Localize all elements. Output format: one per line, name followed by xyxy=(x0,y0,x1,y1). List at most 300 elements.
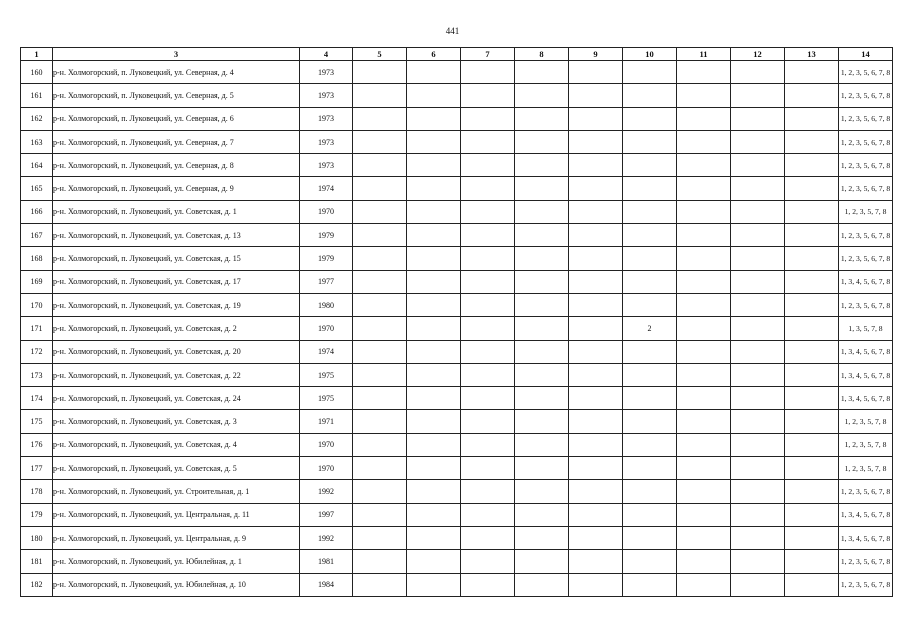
col-13-cell xyxy=(785,363,839,386)
col-13-cell xyxy=(785,550,839,573)
col-11-cell xyxy=(677,387,731,410)
row-number-cell: 179 xyxy=(21,503,53,526)
col-11-cell xyxy=(677,270,731,293)
table-row xyxy=(21,387,893,410)
year-cell: 1973 xyxy=(300,84,353,107)
col-7-cell xyxy=(461,130,515,153)
col-14-cell: 1, 2, 3, 5, 6, 7, 8 xyxy=(839,573,893,596)
col-9-cell xyxy=(569,526,623,549)
column-header: 6 xyxy=(407,48,461,61)
col-8-cell xyxy=(515,363,569,386)
col-9-cell xyxy=(569,457,623,480)
col-7-cell xyxy=(461,107,515,130)
table-body xyxy=(21,61,893,597)
col-5-cell xyxy=(353,550,407,573)
col-10-cell xyxy=(623,340,677,363)
address-cell: р-н. Холмогорский, п. Луковецкий, ул. Северная, д. 4 xyxy=(53,61,300,84)
year-cell: 1970 xyxy=(300,457,353,480)
row-number-cell: 165 xyxy=(21,177,53,200)
col-14-cell: 1, 3, 4, 5, 6, 7, 8 xyxy=(839,270,893,293)
col-5-cell xyxy=(353,130,407,153)
year-cell: 1973 xyxy=(300,130,353,153)
col-8-cell xyxy=(515,130,569,153)
col-12-cell xyxy=(731,177,785,200)
col-10-cell: 2 xyxy=(623,317,677,340)
address-cell: р-н. Холмогорский, п. Луковецкий, ул. Советская, д. 5 xyxy=(53,457,300,480)
col-11-cell xyxy=(677,317,731,340)
address-cell: р-н. Холмогорский, п. Луковецкий, ул. Северная, д. 6 xyxy=(53,107,300,130)
col-8-cell xyxy=(515,503,569,526)
col-6-cell xyxy=(407,293,461,316)
col-12-cell xyxy=(731,270,785,293)
col-9-cell xyxy=(569,317,623,340)
col-9-cell xyxy=(569,293,623,316)
col-11-cell xyxy=(677,457,731,480)
address-cell: р-н. Холмогорский, п. Луковецкий, ул. Советская, д. 2 xyxy=(53,317,300,340)
col-14-cell: 1, 2, 3, 5, 6, 7, 8 xyxy=(839,61,893,84)
col-12-cell xyxy=(731,130,785,153)
col-9-cell xyxy=(569,503,623,526)
col-5-cell xyxy=(353,317,407,340)
row-number-cell: 170 xyxy=(21,293,53,316)
row-number-cell: 169 xyxy=(21,270,53,293)
col-14-cell: 1, 2, 3, 5, 6, 7, 8 xyxy=(839,84,893,107)
year-cell: 1975 xyxy=(300,387,353,410)
col-12-cell xyxy=(731,247,785,270)
column-header: 12 xyxy=(731,48,785,61)
col-6-cell xyxy=(407,480,461,503)
col-13-cell xyxy=(785,317,839,340)
col-13-cell xyxy=(785,200,839,223)
year-cell: 1973 xyxy=(300,154,353,177)
table-row xyxy=(21,526,893,549)
col-12-cell xyxy=(731,550,785,573)
col-12-cell xyxy=(731,433,785,456)
col-12-cell xyxy=(731,340,785,363)
col-13-cell xyxy=(785,247,839,270)
col-8-cell xyxy=(515,270,569,293)
col-13-cell xyxy=(785,107,839,130)
col-6-cell xyxy=(407,387,461,410)
col-8-cell xyxy=(515,550,569,573)
table-row xyxy=(21,61,893,84)
col-10-cell xyxy=(623,503,677,526)
row-number-cell: 178 xyxy=(21,480,53,503)
address-cell: р-н. Холмогорский, п. Луковецкий, ул. Северная, д. 7 xyxy=(53,130,300,153)
col-7-cell xyxy=(461,550,515,573)
col-6-cell xyxy=(407,200,461,223)
col-9-cell xyxy=(569,387,623,410)
address-cell: р-н. Холмогорский, п. Луковецкий, ул. Советская, д. 17 xyxy=(53,270,300,293)
col-11-cell xyxy=(677,363,731,386)
table-row xyxy=(21,317,893,340)
col-5-cell xyxy=(353,457,407,480)
col-5-cell xyxy=(353,270,407,293)
col-9-cell xyxy=(569,154,623,177)
col-9-cell xyxy=(569,200,623,223)
col-5-cell xyxy=(353,107,407,130)
address-cell: р-н. Холмогорский, п. Луковецкий, ул. Юбилейная, д. 10 xyxy=(53,573,300,596)
col-6-cell xyxy=(407,433,461,456)
col-10-cell xyxy=(623,573,677,596)
col-7-cell xyxy=(461,270,515,293)
table-row xyxy=(21,84,893,107)
col-13-cell xyxy=(785,154,839,177)
table-row xyxy=(21,573,893,596)
col-12-cell xyxy=(731,410,785,433)
row-number-cell: 161 xyxy=(21,84,53,107)
address-cell: р-н. Холмогорский, п. Луковецкий, ул. Советская, д. 19 xyxy=(53,293,300,316)
column-header: 4 xyxy=(300,48,353,61)
header-row xyxy=(21,48,893,61)
col-10-cell xyxy=(623,410,677,433)
col-5-cell xyxy=(353,526,407,549)
col-14-cell: 1, 2, 3, 5, 7, 8 xyxy=(839,433,893,456)
col-9-cell xyxy=(569,433,623,456)
col-8-cell xyxy=(515,200,569,223)
year-cell: 1973 xyxy=(300,61,353,84)
year-cell: 1980 xyxy=(300,293,353,316)
col-6-cell xyxy=(407,573,461,596)
col-9-cell xyxy=(569,107,623,130)
col-14-cell: 1, 2, 3, 5, 6, 7, 8 xyxy=(839,154,893,177)
column-header: 14 xyxy=(839,48,893,61)
address-cell: р-н. Холмогорский, п. Луковецкий, ул. Советская, д. 24 xyxy=(53,387,300,410)
col-7-cell xyxy=(461,154,515,177)
table-row xyxy=(21,130,893,153)
table-row xyxy=(21,550,893,573)
col-10-cell xyxy=(623,550,677,573)
column-header: 1 xyxy=(21,48,53,61)
col-8-cell xyxy=(515,247,569,270)
col-10-cell xyxy=(623,270,677,293)
col-14-cell: 1, 3, 4, 5, 6, 7, 8 xyxy=(839,363,893,386)
col-7-cell xyxy=(461,293,515,316)
col-5-cell xyxy=(353,224,407,247)
col-9-cell xyxy=(569,177,623,200)
col-9-cell xyxy=(569,270,623,293)
col-9-cell xyxy=(569,247,623,270)
col-13-cell xyxy=(785,457,839,480)
column-header: 5 xyxy=(353,48,407,61)
col-12-cell xyxy=(731,526,785,549)
col-6-cell xyxy=(407,270,461,293)
col-14-cell: 1, 2, 3, 5, 6, 7, 8 xyxy=(839,480,893,503)
table-row xyxy=(21,270,893,293)
col-13-cell xyxy=(785,433,839,456)
col-9-cell xyxy=(569,224,623,247)
col-5-cell xyxy=(353,340,407,363)
address-cell: р-н. Холмогорский, п. Луковецкий, ул. Советская, д. 13 xyxy=(53,224,300,247)
col-12-cell xyxy=(731,200,785,223)
col-6-cell xyxy=(407,457,461,480)
address-cell: р-н. Холмогорский, п. Луковецкий, ул. Северная, д. 5 xyxy=(53,84,300,107)
col-6-cell xyxy=(407,503,461,526)
table-row xyxy=(21,457,893,480)
year-cell: 1975 xyxy=(300,363,353,386)
col-7-cell xyxy=(461,410,515,433)
col-13-cell xyxy=(785,387,839,410)
col-12-cell xyxy=(731,317,785,340)
col-14-cell: 1, 3, 4, 5, 6, 7, 8 xyxy=(839,387,893,410)
col-14-cell: 1, 2, 3, 5, 6, 7, 8 xyxy=(839,130,893,153)
address-cell: р-н. Холмогорский, п. Луковецкий, ул. Северная, д. 8 xyxy=(53,154,300,177)
col-6-cell xyxy=(407,550,461,573)
row-number-cell: 175 xyxy=(21,410,53,433)
col-9-cell xyxy=(569,550,623,573)
col-11-cell xyxy=(677,107,731,130)
col-6-cell xyxy=(407,154,461,177)
year-cell: 1979 xyxy=(300,224,353,247)
col-7-cell xyxy=(461,200,515,223)
col-6-cell xyxy=(407,247,461,270)
col-5-cell xyxy=(353,503,407,526)
col-12-cell xyxy=(731,224,785,247)
col-11-cell xyxy=(677,130,731,153)
col-9-cell xyxy=(569,410,623,433)
address-cell: р-н. Холмогорский, п. Луковецкий, ул. Советская, д. 1 xyxy=(53,200,300,223)
col-13-cell xyxy=(785,526,839,549)
col-11-cell xyxy=(677,61,731,84)
year-cell: 1997 xyxy=(300,503,353,526)
table-row xyxy=(21,363,893,386)
col-11-cell xyxy=(677,84,731,107)
col-7-cell xyxy=(461,387,515,410)
col-8-cell xyxy=(515,107,569,130)
col-10-cell xyxy=(623,457,677,480)
col-14-cell: 1, 2, 3, 5, 6, 7, 8 xyxy=(839,224,893,247)
col-5-cell xyxy=(353,200,407,223)
table-row xyxy=(21,224,893,247)
col-9-cell xyxy=(569,84,623,107)
col-13-cell xyxy=(785,410,839,433)
col-9-cell xyxy=(569,363,623,386)
year-cell: 1973 xyxy=(300,107,353,130)
col-10-cell xyxy=(623,61,677,84)
address-cell: р-н. Холмогорский, п. Луковецкий, ул. Советская, д. 22 xyxy=(53,363,300,386)
col-10-cell xyxy=(623,130,677,153)
col-8-cell xyxy=(515,317,569,340)
address-cell: р-н. Холмогорский, п. Луковецкий, ул. Советская, д. 3 xyxy=(53,410,300,433)
address-cell: р-н. Холмогорский, п. Луковецкий, ул. Советская, д. 20 xyxy=(53,340,300,363)
col-5-cell xyxy=(353,247,407,270)
col-10-cell xyxy=(623,84,677,107)
col-10-cell xyxy=(623,387,677,410)
col-7-cell xyxy=(461,340,515,363)
col-5-cell xyxy=(353,480,407,503)
year-cell: 1992 xyxy=(300,526,353,549)
col-7-cell xyxy=(461,433,515,456)
year-cell: 1979 xyxy=(300,247,353,270)
col-5-cell xyxy=(353,387,407,410)
address-cell: р-н. Холмогорский, п. Луковецкий, ул. Центральная, д. 11 xyxy=(53,503,300,526)
col-10-cell xyxy=(623,433,677,456)
col-14-cell: 1, 2, 3, 5, 6, 7, 8 xyxy=(839,177,893,200)
column-header: 13 xyxy=(785,48,839,61)
row-number-cell: 180 xyxy=(21,526,53,549)
row-number-cell: 173 xyxy=(21,363,53,386)
col-14-cell: 1, 3, 4, 5, 6, 7, 8 xyxy=(839,503,893,526)
col-6-cell xyxy=(407,107,461,130)
table-row xyxy=(21,410,893,433)
col-5-cell xyxy=(353,154,407,177)
col-9-cell xyxy=(569,573,623,596)
col-10-cell xyxy=(623,107,677,130)
year-cell: 1981 xyxy=(300,550,353,573)
col-7-cell xyxy=(461,247,515,270)
col-13-cell xyxy=(785,480,839,503)
col-10-cell xyxy=(623,293,677,316)
col-8-cell xyxy=(515,177,569,200)
col-8-cell xyxy=(515,387,569,410)
col-12-cell xyxy=(731,107,785,130)
col-11-cell xyxy=(677,177,731,200)
col-10-cell xyxy=(623,154,677,177)
col-11-cell xyxy=(677,573,731,596)
column-header: 11 xyxy=(677,48,731,61)
col-12-cell xyxy=(731,503,785,526)
row-number-cell: 182 xyxy=(21,573,53,596)
col-6-cell xyxy=(407,84,461,107)
row-number-cell: 171 xyxy=(21,317,53,340)
col-5-cell xyxy=(353,177,407,200)
col-6-cell xyxy=(407,317,461,340)
col-7-cell xyxy=(461,526,515,549)
row-number-cell: 181 xyxy=(21,550,53,573)
col-5-cell xyxy=(353,293,407,316)
registry-table xyxy=(20,47,893,597)
col-13-cell xyxy=(785,61,839,84)
table-row xyxy=(21,107,893,130)
col-8-cell xyxy=(515,61,569,84)
col-14-cell: 1, 2, 3, 5, 7, 8 xyxy=(839,200,893,223)
col-14-cell: 1, 2, 3, 5, 6, 7, 8 xyxy=(839,293,893,316)
col-11-cell xyxy=(677,410,731,433)
col-10-cell xyxy=(623,363,677,386)
col-11-cell xyxy=(677,224,731,247)
col-11-cell xyxy=(677,433,731,456)
col-5-cell xyxy=(353,84,407,107)
col-5-cell xyxy=(353,410,407,433)
col-8-cell xyxy=(515,224,569,247)
col-7-cell xyxy=(461,224,515,247)
col-11-cell xyxy=(677,200,731,223)
year-cell: 1970 xyxy=(300,200,353,223)
col-6-cell xyxy=(407,130,461,153)
row-number-cell: 177 xyxy=(21,457,53,480)
table-row xyxy=(21,177,893,200)
col-7-cell xyxy=(461,84,515,107)
address-cell: р-н. Холмогорский, п. Луковецкий, ул. Строительная, д. 1 xyxy=(53,480,300,503)
address-cell: р-н. Холмогорский, п. Луковецкий, ул. Центральная, д. 9 xyxy=(53,526,300,549)
col-12-cell xyxy=(731,363,785,386)
col-13-cell xyxy=(785,340,839,363)
column-header: 10 xyxy=(623,48,677,61)
col-10-cell xyxy=(623,177,677,200)
col-14-cell: 1, 2, 3, 5, 6, 7, 8 xyxy=(839,550,893,573)
table-row xyxy=(21,200,893,223)
col-8-cell xyxy=(515,410,569,433)
col-10-cell xyxy=(623,526,677,549)
row-number-cell: 172 xyxy=(21,340,53,363)
col-13-cell xyxy=(785,224,839,247)
col-7-cell xyxy=(461,363,515,386)
year-cell: 1970 xyxy=(300,317,353,340)
col-6-cell xyxy=(407,177,461,200)
col-9-cell xyxy=(569,340,623,363)
col-10-cell xyxy=(623,200,677,223)
col-14-cell: 1, 3, 5, 7, 8 xyxy=(839,317,893,340)
year-cell: 1977 xyxy=(300,270,353,293)
col-13-cell xyxy=(785,293,839,316)
col-12-cell xyxy=(731,293,785,316)
page-number: 441 xyxy=(445,26,460,36)
col-11-cell xyxy=(677,247,731,270)
col-13-cell xyxy=(785,503,839,526)
col-14-cell: 1, 3, 4, 5, 6, 7, 8 xyxy=(839,526,893,549)
year-cell: 1970 xyxy=(300,433,353,456)
col-6-cell xyxy=(407,224,461,247)
col-11-cell xyxy=(677,503,731,526)
col-13-cell xyxy=(785,130,839,153)
row-number-cell: 168 xyxy=(21,247,53,270)
address-cell: р-н. Холмогорский, п. Луковецкий, ул. Северная, д. 9 xyxy=(53,177,300,200)
table-row xyxy=(21,154,893,177)
col-11-cell xyxy=(677,480,731,503)
row-number-cell: 166 xyxy=(21,200,53,223)
col-14-cell: 1, 2, 3, 5, 7, 8 xyxy=(839,457,893,480)
row-number-cell: 160 xyxy=(21,61,53,84)
col-12-cell xyxy=(731,480,785,503)
row-number-cell: 163 xyxy=(21,130,53,153)
col-8-cell xyxy=(515,433,569,456)
col-12-cell xyxy=(731,387,785,410)
col-6-cell xyxy=(407,410,461,433)
year-cell: 1974 xyxy=(300,340,353,363)
col-7-cell xyxy=(461,177,515,200)
table-row xyxy=(21,433,893,456)
table-row xyxy=(21,503,893,526)
col-6-cell xyxy=(407,363,461,386)
table-row xyxy=(21,480,893,503)
col-13-cell xyxy=(785,573,839,596)
col-5-cell xyxy=(353,573,407,596)
col-11-cell xyxy=(677,154,731,177)
col-8-cell xyxy=(515,340,569,363)
col-7-cell xyxy=(461,480,515,503)
col-7-cell xyxy=(461,457,515,480)
row-number-cell: 176 xyxy=(21,433,53,456)
column-header: 9 xyxy=(569,48,623,61)
col-13-cell xyxy=(785,84,839,107)
col-14-cell: 1, 2, 3, 5, 6, 7, 8 xyxy=(839,107,893,130)
col-5-cell xyxy=(353,363,407,386)
col-13-cell xyxy=(785,177,839,200)
col-14-cell: 1, 3, 4, 5, 6, 7, 8 xyxy=(839,340,893,363)
col-8-cell xyxy=(515,154,569,177)
col-8-cell xyxy=(515,84,569,107)
row-number-cell: 164 xyxy=(21,154,53,177)
col-6-cell xyxy=(407,61,461,84)
col-9-cell xyxy=(569,130,623,153)
col-14-cell: 1, 2, 3, 5, 6, 7, 8 xyxy=(839,247,893,270)
address-cell: р-н. Холмогорский, п. Луковецкий, ул. Советская, д. 15 xyxy=(53,247,300,270)
col-12-cell xyxy=(731,573,785,596)
col-9-cell xyxy=(569,61,623,84)
table-row xyxy=(21,340,893,363)
address-cell: р-н. Холмогорский, п. Луковецкий, ул. Юбилейная, д. 1 xyxy=(53,550,300,573)
col-6-cell xyxy=(407,340,461,363)
